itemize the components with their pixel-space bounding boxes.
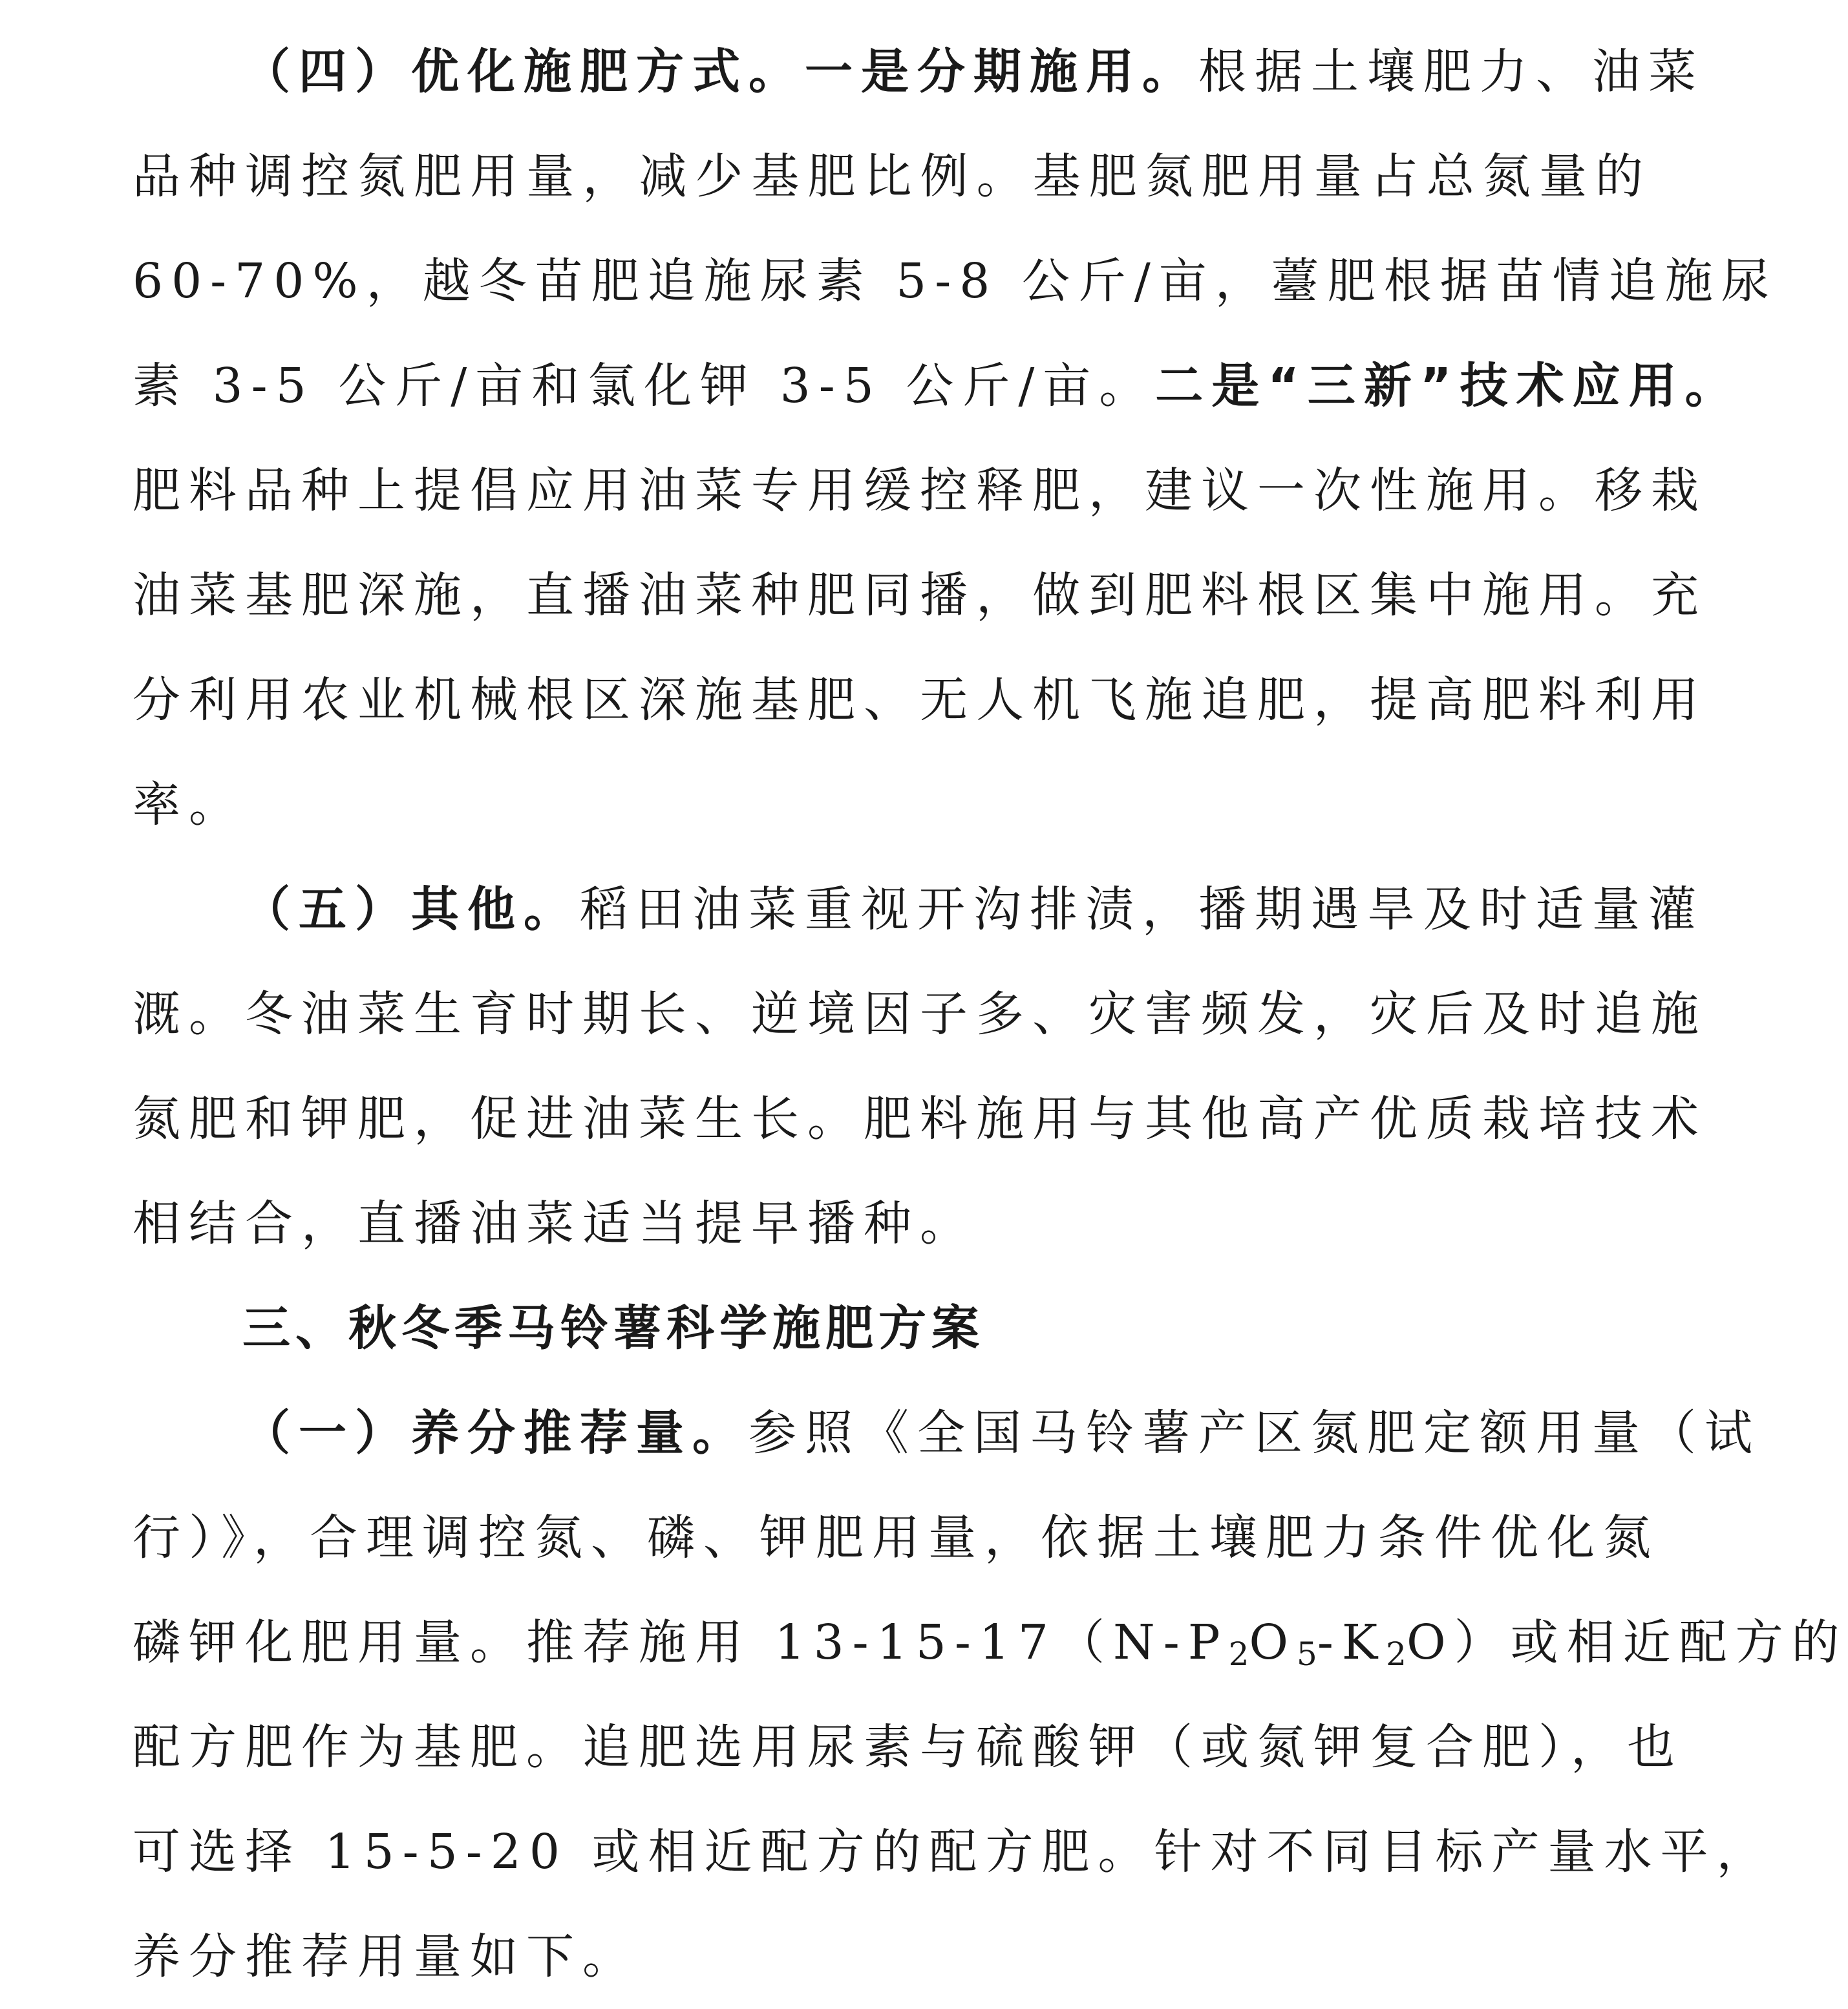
bold-phrase: 二是“三新”技术应用。 <box>1155 358 1741 414</box>
paragraph-line: 养分推荐用量如下。 <box>133 1929 639 1984</box>
paragraph-line: 配方肥作为基肥。追肥选用尿素与硫酸钾（或氮钾复合肥），也 <box>133 1719 1683 1775</box>
subscript: 2 <box>1386 1635 1407 1673</box>
paragraph-line <box>133 1590 1848 1695</box>
paragraph-line: 油菜基肥深施，直播油菜种肥同播，做到肥料根区集中施用。充 <box>133 568 1707 623</box>
paragraph-line <box>133 857 1705 962</box>
paragraph-line: 品种调控氮肥用量，减少基肥比例。基肥氮肥用量占总氮量的 <box>133 149 1652 204</box>
text-run: -K <box>1317 1615 1386 1670</box>
section-title: （四）优化施肥方式。 <box>242 44 805 100</box>
paragraph-line <box>133 1381 1761 1485</box>
section-title: （五）其他。 <box>242 882 580 937</box>
paragraph-line <box>133 19 1705 124</box>
chapter-heading: 三、秋冬季马铃薯科学施肥方案 <box>242 1301 984 1356</box>
paragraph-line: 率。 <box>133 777 245 833</box>
text-run: 素 3-5 公斤/亩和氯化钾 3-5 公斤/亩。 <box>133 358 1156 414</box>
bold-phrase: 一是分期施用。 <box>805 44 1198 100</box>
text-run: 稻田油菜重视开沟排渍，播期遇旱及时适量灌 <box>580 882 1705 937</box>
text-run: 根据土壤肥力、油菜 <box>1198 44 1705 100</box>
paragraph-line: 相结合，直播油菜适当提早播种。 <box>133 1196 976 1251</box>
paragraph-line: 分利用农业机械根区深施基肥、无人机飞施追肥，提高肥料利用 <box>133 672 1707 728</box>
document-page <box>133 19 1848 2009</box>
subscript: 5 <box>1297 1635 1317 1673</box>
text-run: 参照《全国马铃薯产区氮肥定额用量（试 <box>749 1405 1761 1461</box>
section-title: （一）养分推荐量。 <box>242 1405 749 1461</box>
text-run: 磷钾化肥用量。推荐施用 13-15-17（N-P <box>133 1615 1229 1670</box>
paragraph-line: 行）》，合理调控氮、磷、钾肥用量，依据土壤肥力条件优化氮 <box>133 1510 1659 1566</box>
subscript: 2 <box>1228 1635 1249 1673</box>
text-run: O）或相近配方的 <box>1406 1615 1848 1670</box>
paragraph-line: 肥料品种上提倡应用油菜专用缓控释肥，建议一次性施用。移栽 <box>133 463 1707 518</box>
paragraph-line: 氮肥和钾肥，促进油菜生长。肥料施用与其他高产优质栽培技术 <box>133 1091 1707 1147</box>
text-run: O <box>1249 1615 1297 1670</box>
paragraph-line: 可选择 15-5-20 或相近配方的配方肥。针对不同目标产量水平， <box>133 1824 1773 1880</box>
paragraph-line <box>133 334 1741 438</box>
paragraph-line: 溉。冬油菜生育时期长、逆境因子多、灾害频发，灾后及时追施 <box>133 986 1707 1042</box>
paragraph-line: 60-70%，越冬苗肥追施尿素 5-8 公斤/亩，薹肥根据苗情追施尿 <box>133 253 1778 309</box>
